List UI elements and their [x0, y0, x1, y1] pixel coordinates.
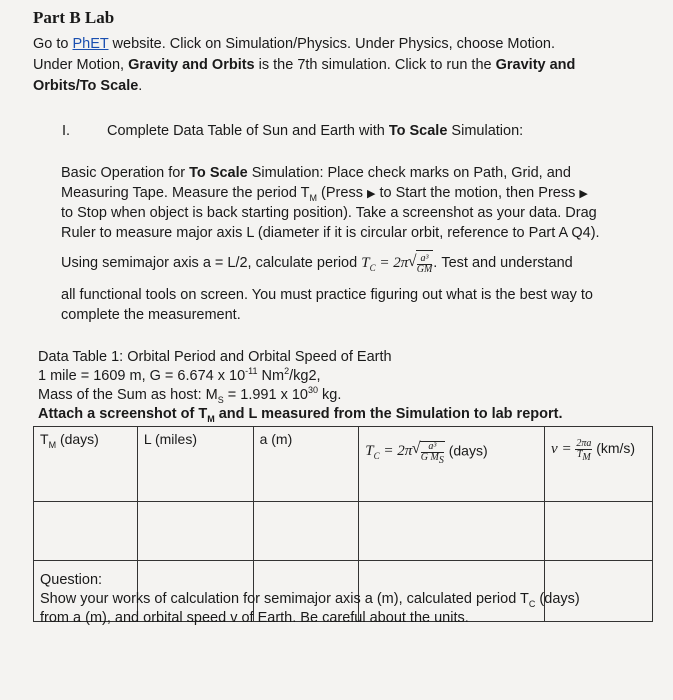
fraction [417, 254, 433, 275]
fraction [575, 438, 592, 463]
question-text: (days) [535, 591, 580, 607]
subscript: C [369, 263, 376, 273]
basic-line-2 [61, 183, 588, 204]
superscript: 30 [307, 385, 318, 396]
mass-line [38, 385, 341, 405]
play-triangle-icon: ▶ [366, 188, 376, 200]
formula-text: G M [420, 452, 439, 463]
intro-text: is the 7th simulation. Click to run the [254, 57, 496, 73]
subscript: C [373, 451, 380, 462]
superscript: -11 [245, 366, 258, 377]
fraction [420, 441, 444, 466]
intro-line-1 [33, 34, 555, 54]
fraction-denominator [575, 449, 592, 463]
header-text: (km/s) [596, 440, 636, 457]
basic-text: Using semimajor axis a = L/2, calculate period [61, 255, 362, 271]
question-line-2: from a (m), and orbital speed v of Earth. Be careful about the units. [40, 610, 469, 626]
attach-text: and L measured from the Simulation to lab report. [214, 406, 563, 422]
basic-line-5 [61, 250, 573, 277]
play-triangle-icon: ▶ [579, 188, 588, 200]
superscript: 2 [284, 366, 290, 377]
fraction-numerator: √ a³ [421, 442, 444, 453]
basic-text: . Test and understand [433, 255, 573, 271]
fraction-denominator [420, 452, 444, 466]
subscript: M [48, 439, 57, 450]
table-cell[interactable] [34, 502, 138, 561]
table-cell[interactable] [545, 502, 653, 561]
fraction-numerator: √ a³ [417, 254, 433, 265]
constants-text: 1 mile = 1609 m, G = 6.674 x 10 [38, 368, 246, 384]
table-cell[interactable] [253, 502, 359, 561]
basic-text: Basic Operation for [61, 165, 190, 181]
table-cell[interactable] [137, 502, 253, 561]
heading-text: Simulation: [447, 123, 524, 139]
section-heading [107, 121, 523, 141]
sqrt-radical [420, 441, 445, 466]
subscript: M [309, 192, 318, 203]
subscript: C [528, 598, 536, 609]
basic-text: to Start the motion, then Press [375, 185, 580, 201]
intro-line-3 [33, 76, 142, 96]
formula-text: T [365, 443, 374, 460]
basic-line-7: complete the measurement. [61, 307, 241, 323]
subscript: M [582, 452, 591, 463]
fraction-numerator: 2πa [576, 438, 592, 449]
intro-text: Under Motion, [33, 57, 129, 73]
intro-text: website. Click on Simulation/Physics. Under Physics, choose Motion. [108, 36, 555, 52]
fraction-denominator: GM [416, 264, 433, 276]
header-text: T [40, 431, 49, 447]
formula-text: = 2π [379, 443, 413, 460]
constants-text: /kg2, [289, 368, 321, 384]
sqrt-radical [416, 250, 434, 277]
intro-bold: Gravity and [495, 57, 576, 73]
section-numeral: I. [62, 123, 71, 139]
intro-bold: Gravity and Orbits [128, 57, 255, 73]
attach-instruction [38, 404, 562, 424]
intro-bold: Orbits/To Scale [33, 78, 139, 94]
header-cell-l: L (miles) [137, 427, 253, 502]
basic-line-3: to Stop when object is back starting position). Take a screenshot as your data. Drag [61, 205, 597, 221]
mass-text: = 1.991 x 10 [223, 387, 308, 403]
intro-text: . [138, 78, 143, 94]
tc-formula [365, 441, 445, 466]
phet-link[interactable]: PhET [72, 36, 109, 52]
formula-text: v = [551, 441, 576, 458]
formula-text: = 2π [375, 255, 409, 271]
table-row [34, 502, 653, 561]
heading-bold: To Scale [388, 123, 448, 139]
formula-text: T [576, 449, 583, 460]
period-formula [361, 253, 433, 276]
question-label: Question: [40, 572, 103, 588]
header-cell-tc [359, 427, 545, 502]
table-header-row [34, 427, 653, 502]
basic-text: (Press [317, 185, 367, 201]
basic-line-4: Ruler to measure major axis L (diameter if it is circular orbit, reference to Part A Q4). [61, 225, 600, 241]
page-title: Part B Lab [33, 8, 115, 27]
intro-line-2 [33, 55, 575, 75]
basic-line-1 [61, 163, 571, 183]
question-line-1 [40, 589, 580, 609]
intro-text: Go to [33, 36, 73, 52]
mass-text: kg. [318, 387, 342, 403]
basic-line-6: all functional tools on screen. You must practice figuring out what is the best way to [61, 287, 593, 303]
header-text: (days) [56, 431, 99, 447]
basic-bold: To Scale [189, 165, 248, 181]
subscript: M [207, 413, 215, 424]
constants-text: Nm [257, 368, 285, 384]
attach-text: Attach a screenshot of T [38, 406, 208, 422]
header-cell-v [545, 427, 653, 502]
subscript: S [438, 455, 444, 466]
table-cell[interactable] [359, 502, 545, 561]
mass-text: Mass of the Sum as host: M [38, 387, 218, 403]
formula-text: T [361, 255, 370, 271]
header-cell-a: a (m) [253, 427, 359, 502]
heading-text: Complete Data Table of Sun and Earth with [107, 123, 389, 139]
basic-text: Simulation: Place check marks on Path, Grid, and [247, 165, 571, 181]
subscript: S [217, 394, 224, 405]
datatable-caption: Data Table 1: Orbital Period and Orbital Speed of Earth [38, 349, 392, 365]
header-cell-tm [34, 427, 138, 502]
basic-text: Measuring Tape. Measure the period T [61, 185, 310, 201]
constants-line [38, 366, 321, 386]
header-text: (days) [448, 442, 488, 459]
question-text: Show your works of calculation for semimajor axis a (m), calculated period T [40, 591, 529, 607]
